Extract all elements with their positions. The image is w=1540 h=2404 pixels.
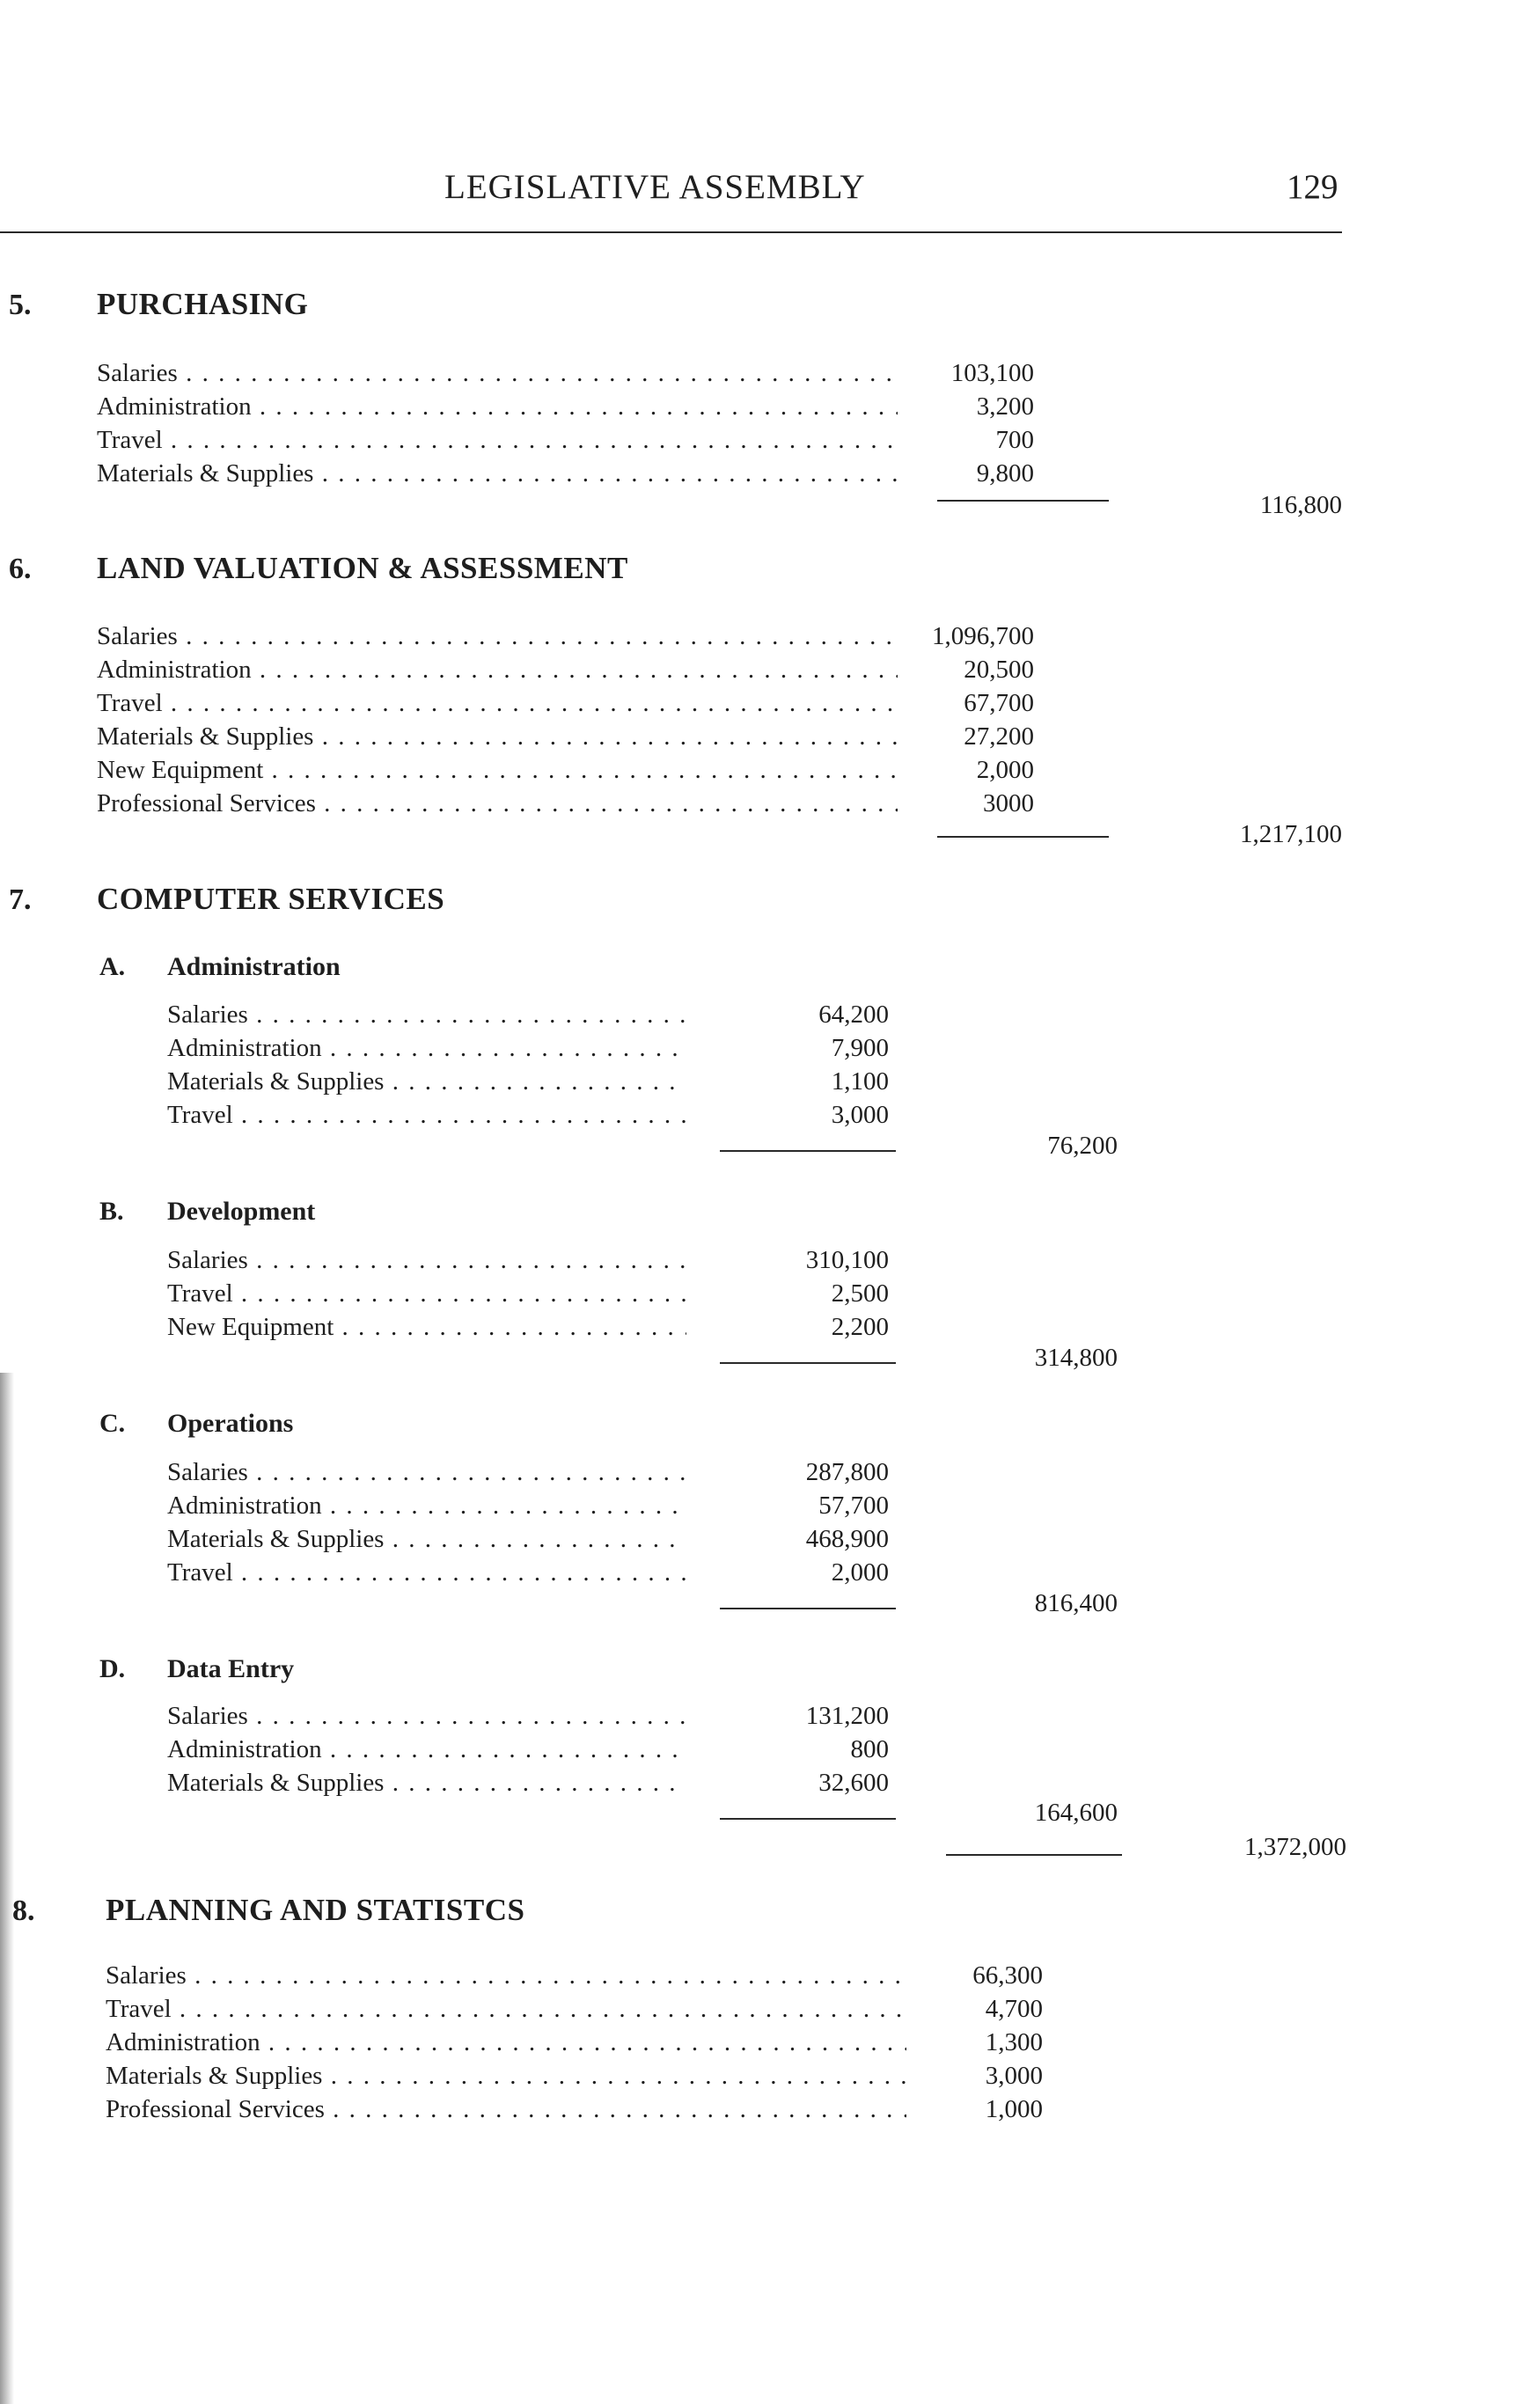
- item-label: New Equipment . . .: [97, 753, 898, 787]
- section-title: PLANNING AND STATISTCS: [106, 1893, 525, 1927]
- item-amount: 1,100: [831, 1067, 889, 1096]
- section-title: COMPUTER SERVICES: [97, 882, 445, 916]
- item-amount: 27,200: [964, 722, 1034, 751]
- item-label: Salaries . . .: [167, 998, 686, 1031]
- item-amount: 1,000: [985, 2095, 1043, 2123]
- line-item: [167, 998, 889, 1031]
- item-label: Salaries . . .: [167, 1243, 686, 1277]
- running-head-title: LEGISLATIVE ASSEMBLY: [444, 168, 866, 206]
- item-amount: 1,300: [985, 2028, 1043, 2056]
- line-item: [106, 2026, 1043, 2059]
- line-item: [167, 1522, 889, 1556]
- line-item: [167, 1310, 889, 1344]
- line-item: [167, 1098, 889, 1132]
- item-amount: 7,900: [831, 1034, 889, 1062]
- subsection-subtotal: 76,200: [1047, 1132, 1118, 1160]
- item-label: Salaries . . .: [106, 1959, 906, 1992]
- item-label: Administration . . .: [167, 1031, 686, 1065]
- item-label: Administration . . .: [167, 1733, 686, 1766]
- item-label: Travel . . .: [106, 1992, 906, 2026]
- section-total: 116,800: [1259, 491, 1342, 519]
- total-rule: [937, 500, 1109, 502]
- line-item: [97, 619, 1034, 653]
- item-label: Professional Services . . .: [106, 2093, 906, 2126]
- item-amount: 20,500: [964, 656, 1034, 684]
- section-total: 1,217,100: [1240, 820, 1342, 848]
- item-label: Materials & Supplies . . .: [97, 720, 898, 753]
- line-item: [167, 1556, 889, 1589]
- line-item: [97, 653, 1034, 686]
- line-item: [97, 356, 1034, 390]
- line-item: [167, 1699, 889, 1733]
- subsection-subtotal: 164,600: [1034, 1799, 1118, 1827]
- section-number: 7.: [9, 883, 32, 916]
- header-rule: [0, 231, 1342, 233]
- item-list: [106, 1959, 1043, 2126]
- item-amount: 700: [995, 426, 1034, 454]
- line-item: [97, 686, 1034, 720]
- section-number: 6.: [9, 553, 32, 585]
- item-list: [167, 1699, 889, 1799]
- item-label: Salaries . . .: [97, 619, 898, 653]
- item-amount: 3000: [983, 789, 1034, 817]
- item-list: [97, 619, 1034, 820]
- line-item: [167, 1031, 889, 1065]
- item-label: Travel . . .: [97, 423, 898, 457]
- item-amount: 468,900: [805, 1525, 889, 1553]
- subtotal-rule: [720, 1362, 896, 1364]
- item-amount: 2,000: [831, 1558, 889, 1587]
- section-title: PURCHASING: [97, 287, 309, 321]
- line-item: [106, 1992, 1043, 2026]
- scan-shadow-edge: [0, 1373, 14, 2404]
- item-label: Travel . . .: [167, 1098, 686, 1132]
- section-number: 8.: [12, 1895, 35, 1927]
- section-number: 5.: [9, 289, 32, 321]
- item-label: Administration . . .: [97, 653, 898, 686]
- section-total: 1,372,000: [1244, 1833, 1346, 1861]
- line-item: [97, 390, 1034, 423]
- item-label: Salaries . . .: [167, 1455, 686, 1489]
- subsection-title: Data Entry: [167, 1654, 295, 1683]
- item-label: Administration . . .: [167, 1489, 686, 1522]
- subsection-title: Administration: [167, 952, 341, 981]
- item-label: Administration . . .: [97, 390, 898, 423]
- item-amount: 3,000: [831, 1101, 889, 1129]
- line-item: [167, 1243, 889, 1277]
- subtotal-rule: [720, 1818, 896, 1820]
- item-label: Materials & Supplies . . .: [167, 1065, 686, 1098]
- subsection-subtotal: 816,400: [1034, 1589, 1118, 1617]
- item-list: [167, 1243, 889, 1344]
- line-item: [167, 1489, 889, 1522]
- item-label: Travel . . .: [167, 1277, 686, 1310]
- page-number: 129: [1287, 168, 1338, 206]
- item-list: [167, 998, 889, 1132]
- item-amount: 310,100: [805, 1246, 889, 1274]
- line-item: [167, 1277, 889, 1310]
- item-amount: 57,700: [818, 1492, 889, 1520]
- item-list: [167, 1455, 889, 1589]
- item-label: Salaries . . .: [97, 356, 898, 390]
- subsection-letter: C.: [99, 1409, 126, 1438]
- item-label: Professional Services . . .: [97, 787, 898, 820]
- subsection-subtotal: 314,800: [1034, 1344, 1118, 1372]
- item-label: Travel . . .: [167, 1556, 686, 1589]
- item-amount: 2,500: [831, 1279, 889, 1308]
- item-amount: 800: [850, 1735, 889, 1763]
- line-item: [167, 1733, 889, 1766]
- item-label: New Equipment . . .: [167, 1310, 686, 1344]
- line-item: [106, 1959, 1043, 1992]
- item-label: Materials & Supplies . . .: [97, 457, 898, 490]
- line-item: [97, 720, 1034, 753]
- subsection-letter: B.: [99, 1197, 124, 1226]
- total-rule: [937, 836, 1109, 838]
- item-amount: 9,800: [976, 459, 1034, 487]
- line-item: [97, 457, 1034, 490]
- item-amount: 2,200: [831, 1313, 889, 1341]
- section-title: LAND VALUATION & ASSESSMENT: [97, 551, 628, 585]
- item-label: Materials & Supplies . . .: [167, 1522, 686, 1556]
- item-list: [97, 356, 1034, 490]
- item-amount: 287,800: [805, 1458, 889, 1486]
- line-item: [97, 753, 1034, 787]
- item-amount: 131,200: [805, 1702, 889, 1730]
- item-amount: 3,200: [976, 392, 1034, 421]
- item-amount: 1,096,700: [932, 622, 1034, 650]
- item-label: Travel . . .: [97, 686, 898, 720]
- line-item: [97, 787, 1034, 820]
- item-amount: 32,600: [818, 1769, 889, 1797]
- subsection-letter: A.: [99, 952, 126, 981]
- item-amount: 67,700: [964, 689, 1034, 717]
- item-label: Salaries . . .: [167, 1699, 686, 1733]
- item-amount: 103,100: [950, 359, 1034, 387]
- subsection-letter: D.: [99, 1654, 126, 1683]
- line-item: [106, 2093, 1043, 2126]
- line-item: [106, 2059, 1043, 2093]
- line-item: [167, 1766, 889, 1799]
- total-rule: [946, 1854, 1122, 1856]
- item-label: Materials & Supplies . . .: [106, 2059, 906, 2093]
- item-amount: 2,000: [976, 756, 1034, 784]
- item-amount: 3,000: [985, 2062, 1043, 2090]
- item-label: Administration . . .: [106, 2026, 906, 2059]
- subsection-title: Development: [167, 1197, 316, 1226]
- line-item: [167, 1455, 889, 1489]
- running-head: [0, 167, 1540, 220]
- line-item: [97, 423, 1034, 457]
- line-item: [167, 1065, 889, 1098]
- item-label: Materials & Supplies . . .: [167, 1766, 686, 1799]
- subtotal-rule: [720, 1150, 896, 1152]
- item-amount: 64,200: [818, 1000, 889, 1029]
- subtotal-rule: [720, 1608, 896, 1609]
- subsection-title: Operations: [167, 1409, 294, 1438]
- item-amount: 66,300: [972, 1961, 1043, 1990]
- item-amount: 4,700: [985, 1995, 1043, 2023]
